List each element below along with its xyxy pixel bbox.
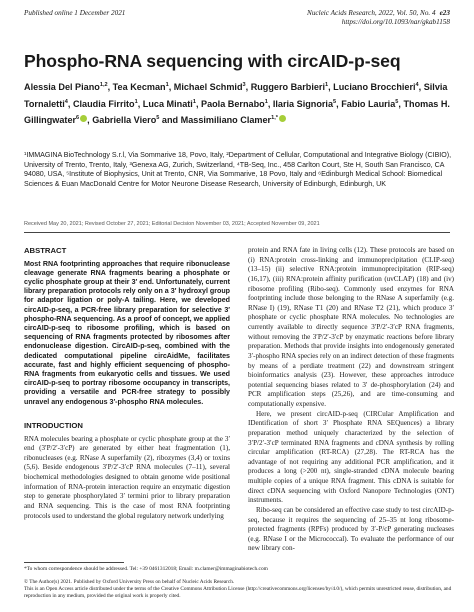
author-list xyxy=(24,78,454,128)
author-name: Ruggero Barbieri xyxy=(250,82,325,93)
license-block xyxy=(24,579,454,601)
author-entry xyxy=(273,99,341,109)
correspondence-footnote: *To whom correspondence should be addressed. Tel: +39 0461312018; Email: m.clamer@immaginabiotech.com xyxy=(24,566,268,572)
published-date: Published online 1 December 2021 xyxy=(24,9,126,17)
author-separator: , xyxy=(398,98,404,109)
right-paragraph-3: Ribo-seq can be considered an effective case study to test circAID-p-seq, because it requires the sequencing of 25–35 nt long ribosome-protected fragments (RPFs) produced by 3′-P/cP generating nucleases (e.g. RNase I or the Micrococcal). To evaluate the performance of our new library con- xyxy=(248,505,454,553)
affiliations: ¹IMMAGINA BioTechnology S.r.l, Via Sommarive 18, Povo, Italy, ²Department of Cellular, Computational and Integrative Biology (CIBIO), University of Trento, Trento, Italy, ³Genexa AG, Zurich, Switzerland, ⁴TB-Seq, Inc., 458 Carlton Court, Ste H, South San Francisco, CA 94080, USA, ⁵Institute of Biophysics, Unit at Trento, CNR, Via Sommarive, 18 Povo, Italy and ⁶Edinburgh Medical School: Biomedical Sciences & Euan MacDonald Centre for Motor Neurone Disease Research, University of Edinburgh, Edinburgh, UK xyxy=(24,151,452,188)
orcid-icon[interactable] xyxy=(279,115,286,122)
journal-header xyxy=(307,9,450,27)
author-affiliation-mark: 4 xyxy=(64,98,68,105)
author-entry xyxy=(73,99,143,109)
author-separator: , xyxy=(67,98,73,109)
introduction-body xyxy=(24,435,230,522)
author-name: Luca Minati xyxy=(142,98,193,109)
author-name: Luciano Brocchieri xyxy=(333,82,416,93)
author-affiliation-mark: 5 xyxy=(156,115,160,122)
author-name: Paola Bernabo xyxy=(201,98,265,109)
author-entry xyxy=(92,115,180,125)
right-paragraph-2: Here, we present circAID-p-seq (CIRCular Amplification and IDentification of short 3′ Phosphate RNA SEQuences) a library preparation method uniquely characterized by the selection of 3′P/2′-3′cP terminated RNA fragments and cDNA synthesis by rolling circular amplification (RT-RCA) (27,28). The RT-RCA has the advantage of not requiring any additional PCR amplification, and it produces a long (>200 nt), single-stranded cDNA molecule bearing multiple copies of a unique RNA fragment. This cDNA is suitable for direct cDNA sequencing with Oxford Nanopore Technologies (ONT) instruments. xyxy=(248,409,454,505)
copyright-line: © The Author(s) 2021. Published by Oxford University Press on behalf of Nucleic Acids Research. xyxy=(24,579,235,585)
author-separator: , xyxy=(195,98,201,109)
author-affiliation-mark: 1,2 xyxy=(99,82,108,88)
author-name: Massimiliano Clamer xyxy=(180,115,272,126)
author-affiliation-mark: 5 xyxy=(395,98,399,105)
author-separator: , xyxy=(87,115,93,126)
author-entry xyxy=(24,82,113,92)
author-affiliation-mark: 5 xyxy=(333,98,337,105)
author-name: Thomas H. Gillingwater xyxy=(24,98,450,126)
author-affiliation-mark: 1 xyxy=(324,82,329,88)
intro-paragraph-1: RNA molecules bearing a phosphate or cyclic phosphate group at the 3′ end (3′P/2′-3′cP) are generated by either heat fragmentation (1), ribonucleases (e.g. RNase A superfamily (2), ribozymes (3,4) or toxins (5,6). Beside endogenous 3′P/2′-3′cP RNA molecules (7–11), several biochemical methodologies designed to obtain genome wide positional information of RNA-protein interaction require an enzymatic digestion step to generate phosphorylated 3′ termini prior to library preparation and RNA sequencing. This is the case of most RNA footprinting protocols used to understand the global regulatory network underlying xyxy=(24,434,230,520)
author-name: Silvia Tornaletti xyxy=(24,82,448,109)
author-affiliation-mark: 1 xyxy=(165,82,169,88)
author-entry xyxy=(143,99,201,109)
author-name: Gabriella Viero xyxy=(92,115,157,126)
journal-citation: Nucleic Acids Research, 2022, Vol. 50, No. 4 xyxy=(307,9,436,17)
introduction-heading: INTRODUCTION xyxy=(24,420,83,430)
author-affiliation-mark: 1 xyxy=(264,98,268,105)
author-affiliation-mark: 1,* xyxy=(271,115,278,122)
header-divider xyxy=(24,232,450,233)
footnote-divider xyxy=(24,562,124,563)
author-separator: , xyxy=(168,82,174,93)
author-separator: , xyxy=(328,82,334,93)
author-entry xyxy=(333,82,424,92)
author-name: Michael Schmid xyxy=(173,82,243,93)
left-column xyxy=(24,246,230,521)
author-entry xyxy=(181,115,286,125)
author-separator: , xyxy=(336,98,342,109)
author-separator: , xyxy=(267,98,273,109)
author-name: Alessia Del Piano xyxy=(24,82,100,93)
page-number: e23 xyxy=(439,9,450,17)
doi-link[interactable]: https://doi.org/10.1093/nar/gkab1158 xyxy=(341,18,450,26)
author-name: Claudia Firrito xyxy=(72,98,135,109)
author-name: Ilaria Signoria xyxy=(272,98,334,109)
author-separator: , xyxy=(418,82,424,93)
author-separator: and xyxy=(159,115,181,126)
author-entry xyxy=(174,82,251,92)
abstract-text: Most RNA footprinting approaches that require ribonuclease cleavage generate RNA fragments bearing a phosphate or cyclic phosphate group at their 3′ end. Unfortunately, current library preparation protocols rely only on a 3′ hydroxyl group for adaptor ligation or poly-A tailing. Here, we developed circAID-p-seq, a PCR-free library preparation for selective 3′ phospho-RNA sequencing. As a proof of concept, we applied circAID-p-seq to ribosome profiling, which is based on sequencing of RNA fragments protected by ribosomes after endonuclease digestion. CircAID-p-seq, combined with the dedicated computational pipeline circAidMe, facilitates accurate, fast and highly efficient sequencing of phospho-RNA fragments from eukaryotic cells and tissues. We used circAID-p-seq to portray ribosome occupancy in transcripts, providing a versatile and PCR-free strategy to possibly unravel any endogenous 3′-phospho RNA molecules. xyxy=(24,259,230,406)
right-paragraph-1: protein and RNA fate in living cells (12). These protocols are based on (i) RNA:protein cross-linking and immunoprecipitation (CLIP-seq) (13–15) (ii) selective RNA:protein immunoprecipitation (RIP-seq) (16,17), (iii) RNA:protein affinity purification (uvCLAP) (18) and (iv) ribosome profiling (Ribo-seq). Commonly used enzymes for RNA footprinting include those belonging to the RNase A superfamily (e.g. RNase I) (19), RNase T1 (20) and RNase T2 (21), which produce 3′ phosphate or cyclic phosphate RNA molecules. No technologies are currently available to directly sequence 3′P/2′-3′cP RNA fragments, without removing the 3′P/2′-3′cP by enzymatic reactions before library preparation. Methods that provide insights into endogenously generated 3′-phospho RNA species rely on an indirect detection of these fragments by means of a perdiate treatment (22) and downstream stringent bioinformatics analysis (23). However, these approaches introduce potential sequencing biases related to 3′ de-phosphorylation (24) and PCR amplification steps (25,26), and are time-consuming and computationally expensive. xyxy=(248,246,454,408)
author-entry xyxy=(341,99,403,109)
author-affiliation-mark: 1 xyxy=(134,98,138,105)
author-entry xyxy=(201,99,273,109)
author-name: Fabio Lauria xyxy=(341,98,396,109)
abstract-heading: ABSTRACT xyxy=(24,246,67,255)
author-affiliation-mark: 4 xyxy=(415,82,419,88)
author-affiliation-mark: 1 xyxy=(192,98,196,105)
author-separator: , xyxy=(137,98,143,109)
article-title: Phospho-RNA sequencing with circAID-p-seq xyxy=(24,51,401,71)
author-affiliation-mark: 3 xyxy=(242,82,246,88)
submission-dates: Received May 20, 2021; Revised October 27, 2021; Editorial Decision November 03, 2021; Accepted November 09, 2021 xyxy=(24,221,320,227)
license-text: This is an Open Access article distributed under the terms of the Creative Commons Attribution License (http://creativecommons.org/licenses/by/4.0/), which permits unrestricted reuse, distribution, and reproduction in any medium, provided the original work is properly cited. xyxy=(24,586,452,600)
author-entry xyxy=(113,82,174,92)
author-affiliation-mark: 6 xyxy=(76,115,80,122)
author-name: Tea Kecman xyxy=(112,82,166,93)
author-separator: , xyxy=(107,82,113,93)
author-separator: , xyxy=(245,82,251,93)
right-column xyxy=(248,246,454,554)
author-entry xyxy=(251,82,333,92)
